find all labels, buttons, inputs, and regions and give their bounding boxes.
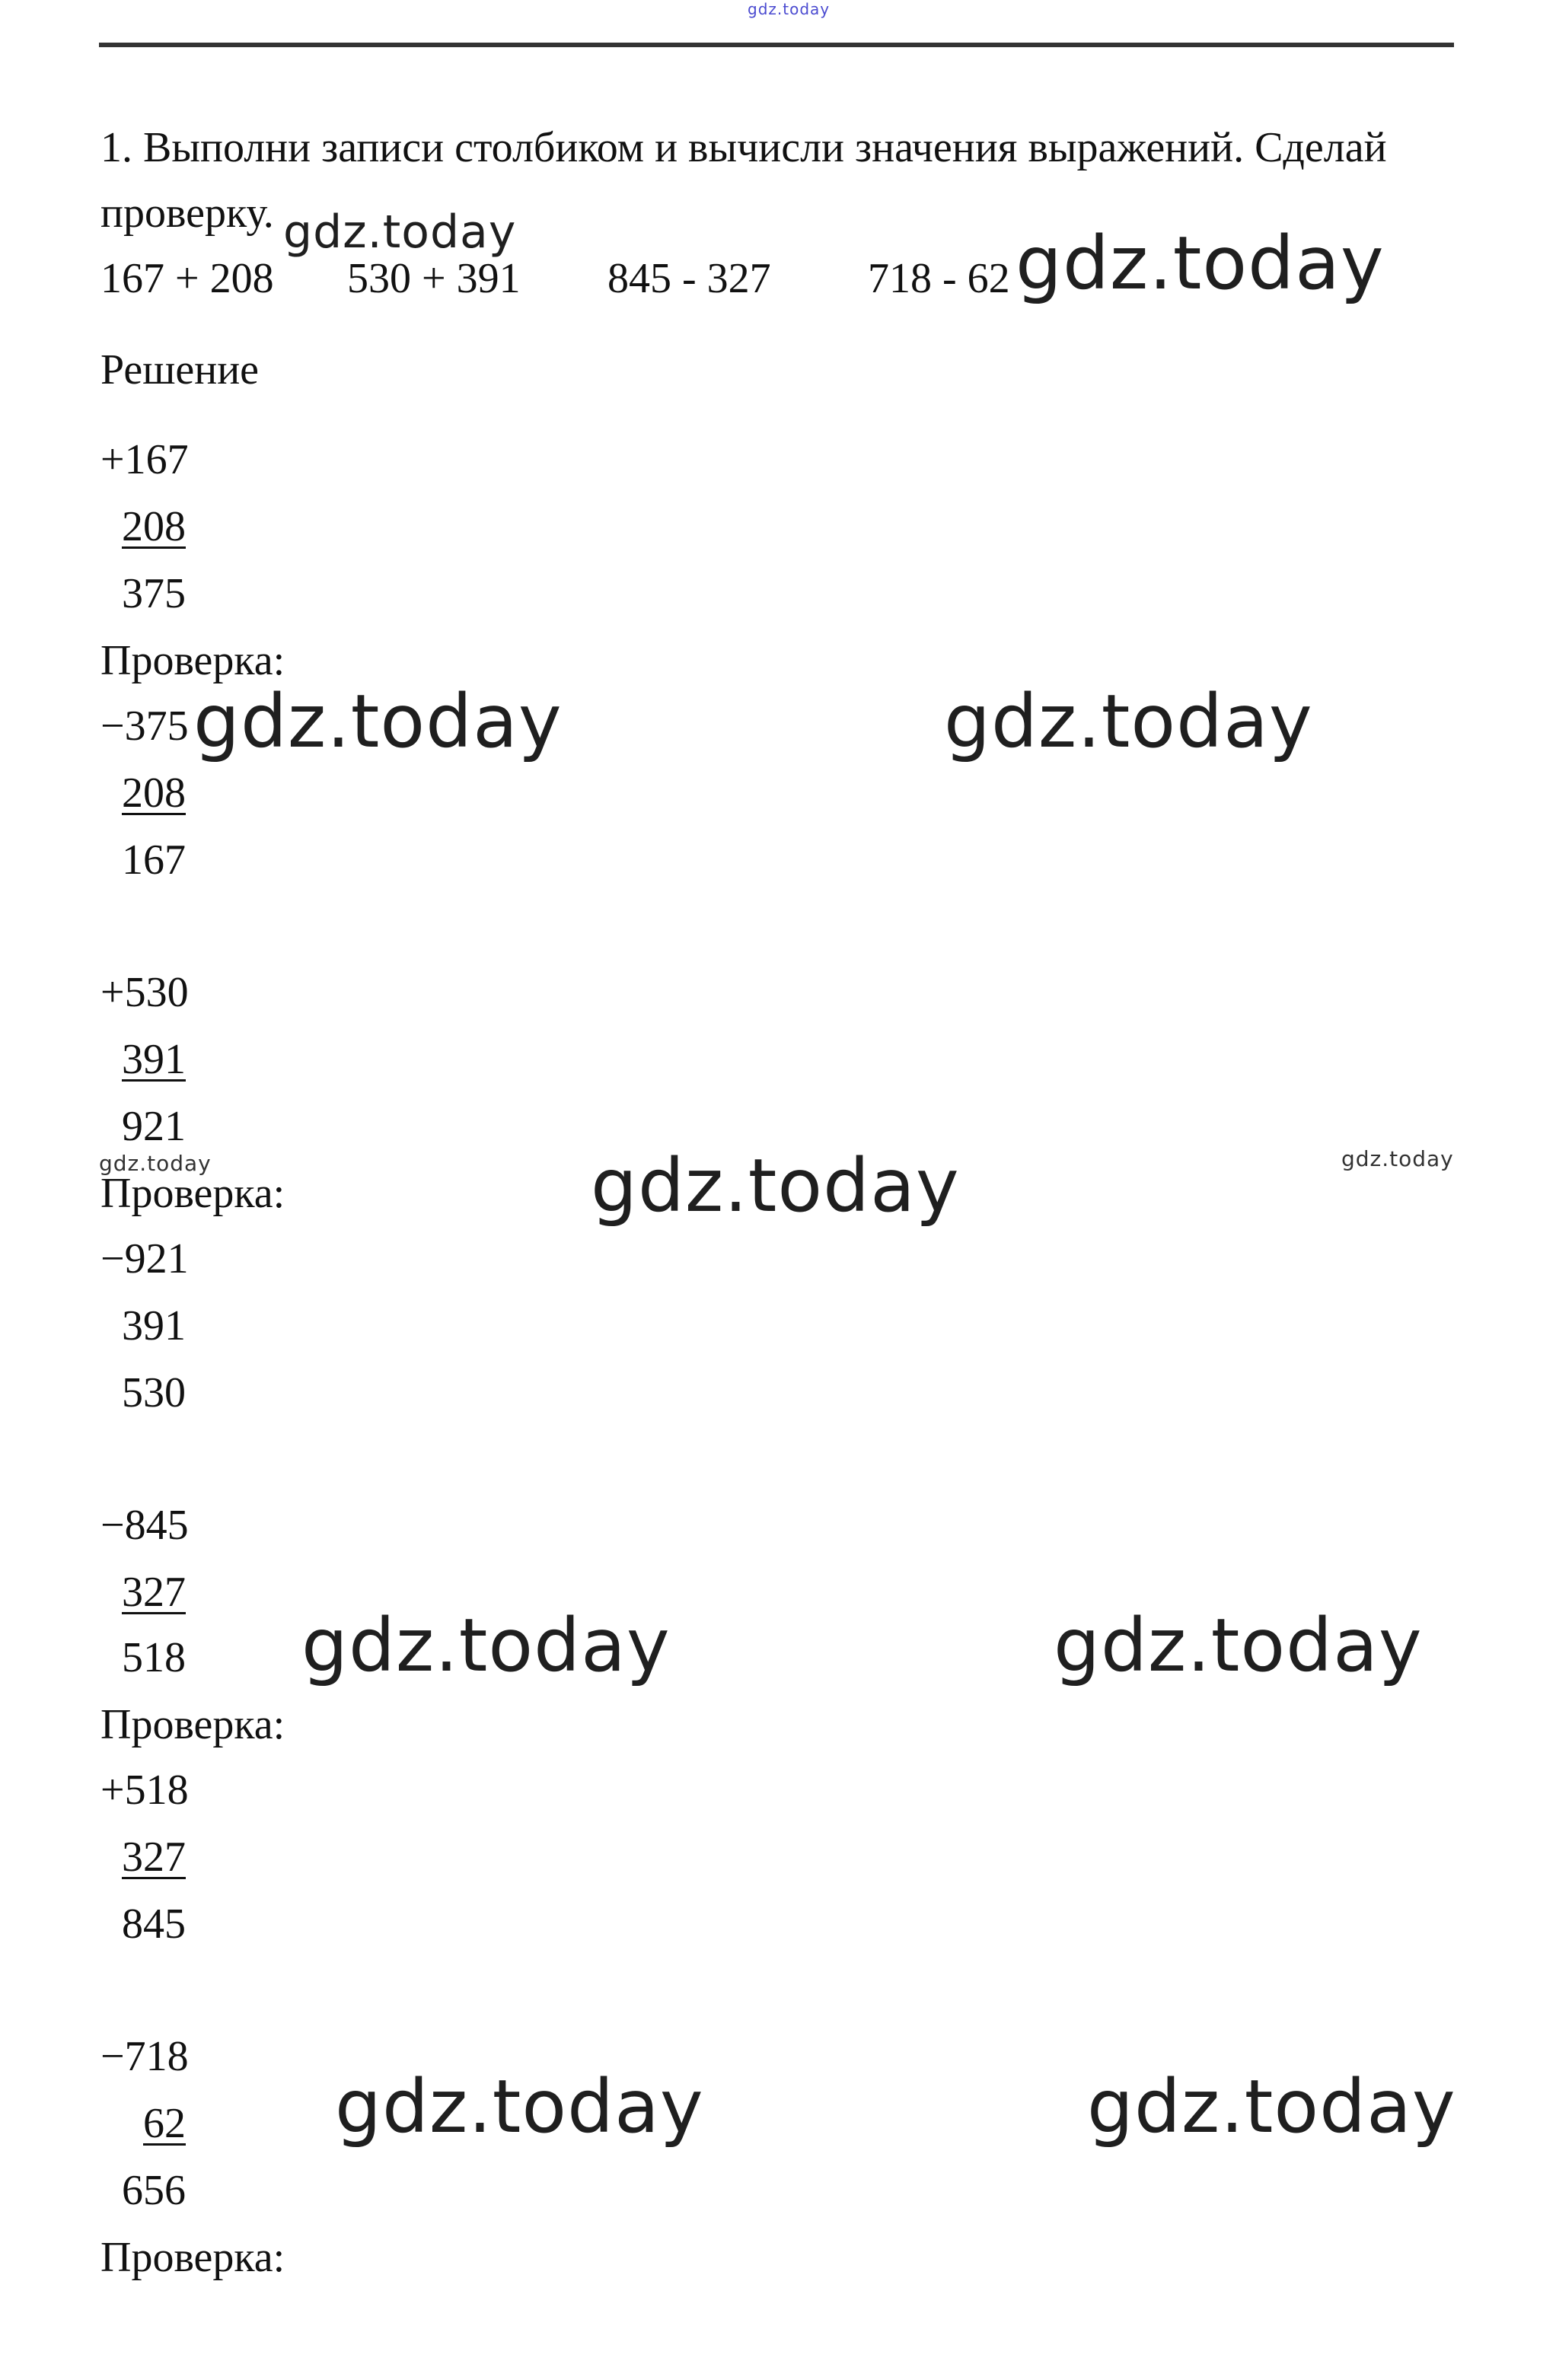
- operand-a: 718: [124, 2033, 189, 2080]
- operand-a: 167: [124, 436, 189, 483]
- check-label: Проверка:: [100, 1170, 285, 1217]
- op-sign: +: [100, 1767, 125, 1814]
- column-operation-2: [100, 971, 189, 1014]
- op-sign: −: [100, 1502, 125, 1549]
- watermark: gdz.today: [591, 1143, 960, 1228]
- task-text-line1: 1. Выполни записи столбиком и вычисли значения выражений. Сделай: [100, 124, 1387, 171]
- op-sign: −: [100, 2033, 125, 2080]
- watermark: gdz.today: [193, 679, 563, 764]
- watermark: gdz.today: [283, 206, 517, 259]
- operand-a: 845: [124, 1502, 189, 1549]
- operand-b: 208: [122, 503, 186, 550]
- watermark: gdz.today: [1087, 2064, 1456, 2149]
- operand-b: 327: [122, 1569, 186, 1616]
- solution-label: Решение: [100, 346, 260, 393]
- result: 518: [122, 1634, 186, 1681]
- watermark: gdz.today: [944, 679, 1313, 764]
- watermark: gdz.today: [301, 1603, 671, 1688]
- check-label: Проверка:: [100, 637, 285, 684]
- watermark-small: gdz.today: [99, 1151, 212, 1176]
- header-rule: [99, 43, 1454, 47]
- column-operation-4: [100, 2035, 189, 2078]
- result: 845: [122, 1900, 186, 1948]
- check-label: Проверка:: [100, 2234, 285, 2281]
- watermark: gdz.today: [1016, 221, 1385, 306]
- operand-a: 518: [124, 1767, 189, 1814]
- check-operation-3: [100, 1767, 189, 1814]
- result: 921: [122, 1103, 186, 1150]
- column-operation-1: [100, 438, 189, 481]
- check-operation-2: [100, 1235, 189, 1282]
- watermark-small: gdz.today: [1341, 1146, 1454, 1171]
- expression-1: 167 + 208: [100, 255, 274, 302]
- result: 656: [122, 2167, 186, 2214]
- operand-a: 375: [124, 703, 189, 750]
- op-sign: −: [100, 1235, 125, 1282]
- operand-b: 208: [122, 769, 186, 817]
- operand-a: 921: [124, 1235, 189, 1282]
- check-label: Проверка:: [100, 1701, 285, 1748]
- expression-4: 718 - 62: [868, 255, 1010, 302]
- column-operation-3: [100, 1504, 189, 1547]
- result: 167: [122, 836, 186, 884]
- expression-3: 845 - 327: [607, 255, 771, 302]
- operand-b: 391: [122, 1036, 186, 1083]
- result: 375: [122, 570, 186, 617]
- operand-b: 391: [122, 1302, 186, 1349]
- operand-b: 327: [122, 1834, 186, 1881]
- watermark-top: gdz.today: [748, 0, 831, 18]
- watermark: gdz.today: [335, 2064, 704, 2149]
- op-sign: +: [100, 436, 125, 483]
- op-sign: +: [100, 969, 125, 1016]
- task-text-line2: проверку.: [100, 190, 274, 237]
- result: 530: [122, 1369, 186, 1416]
- check-operation-1: [100, 703, 189, 750]
- op-sign: −: [100, 703, 125, 750]
- expression-2: 530 + 391: [347, 255, 521, 302]
- watermark: gdz.today: [1054, 1603, 1423, 1688]
- operand-b: 62: [143, 2100, 186, 2147]
- operand-a: 530: [124, 969, 189, 1016]
